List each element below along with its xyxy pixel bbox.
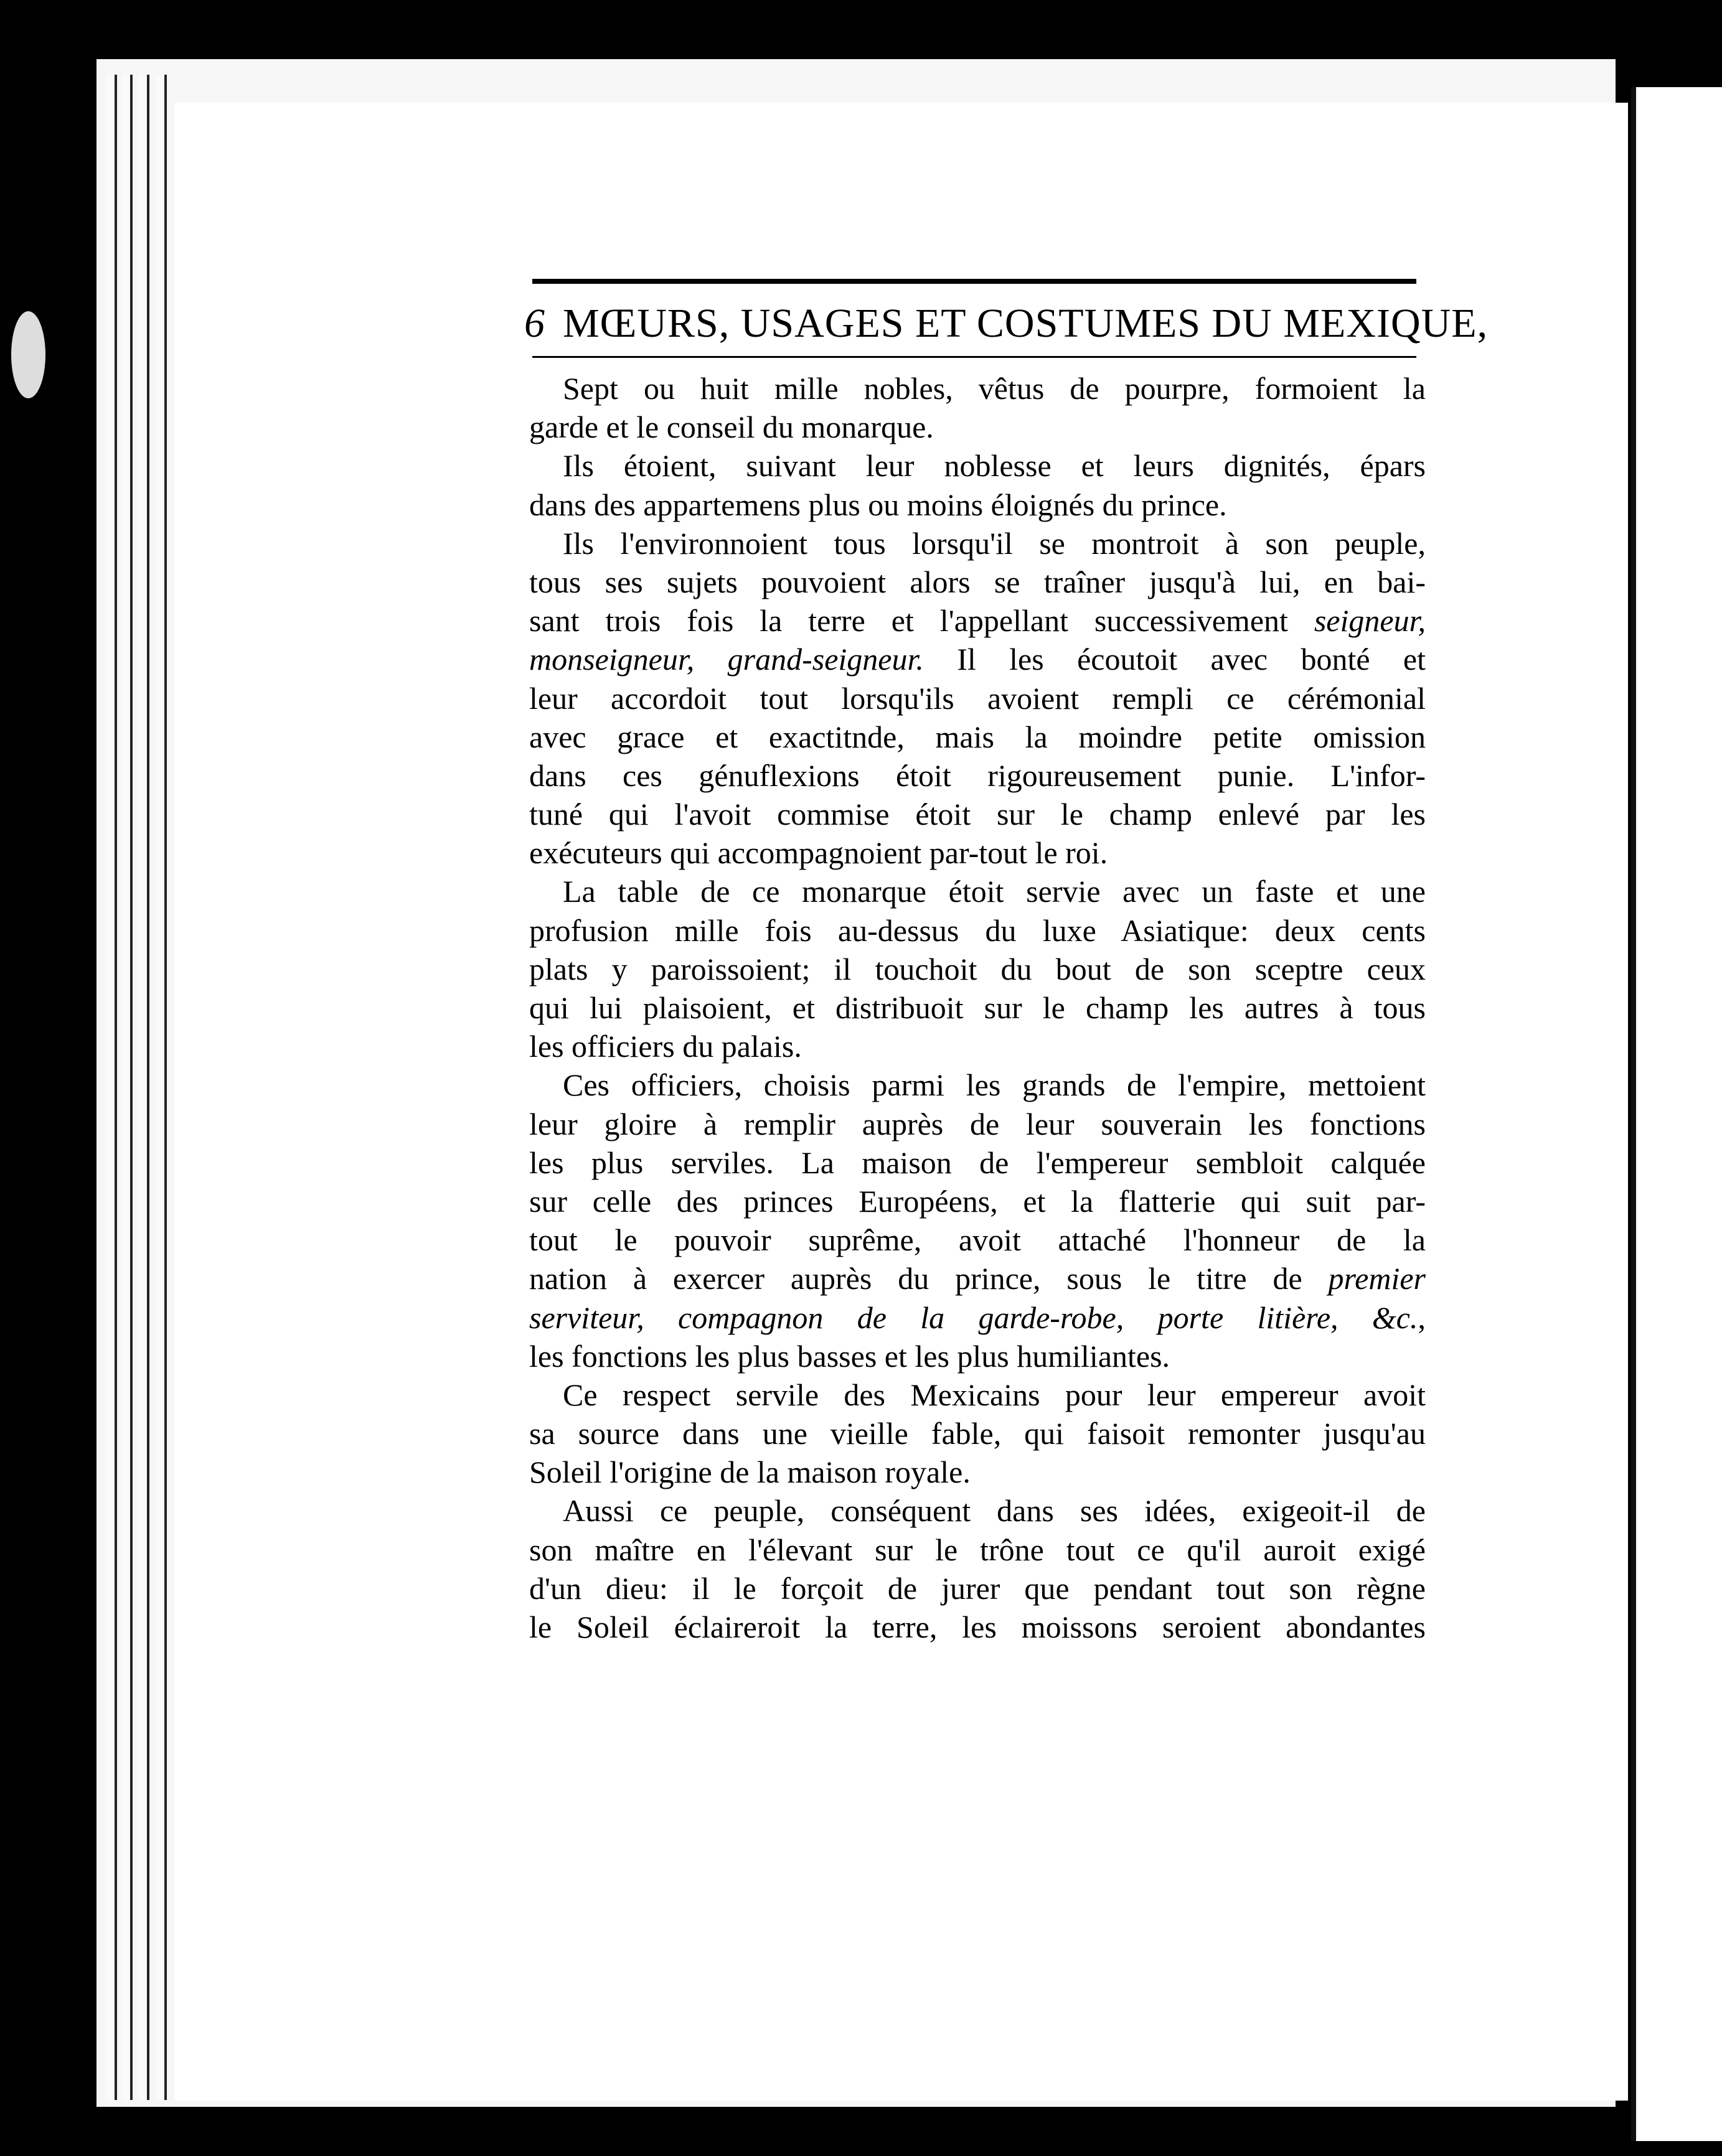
text-segment: garde et le conseil du monarque.	[529, 410, 934, 445]
text-segment: ,	[1418, 1300, 1426, 1335]
text-segment: sa source dans une vieille fable, qui faisoit remonter jusqu'au	[529, 1416, 1426, 1451]
text-segment: Aussi ce peuple, conséquent dans ses idées, exigeoit-il de	[563, 1493, 1426, 1529]
text-line	[529, 640, 1426, 678]
italic-text: premier	[1328, 1261, 1426, 1296]
text-line	[529, 1414, 1426, 1453]
text-segment: tous ses sujets pouvoient alors se traîner jusqu'à lui, en bai-	[529, 564, 1426, 599]
text-segment: d'un dieu: il le forçoit de jurer que pendant tout son règne	[529, 1570, 1426, 1606]
text-line	[529, 1143, 1426, 1182]
text-segment: les fonctions les plus basses et les plus humiliantes.	[529, 1338, 1170, 1374]
text-line	[529, 1337, 1426, 1376]
running-header	[524, 293, 1489, 355]
text-line	[529, 718, 1426, 756]
text-segment: La table de ce monarque étoit servie avec un faste et une	[563, 874, 1426, 909]
text-line	[529, 1182, 1426, 1221]
text-line	[529, 1105, 1426, 1143]
text-line	[529, 601, 1426, 640]
text-line	[529, 1066, 1426, 1104]
text-line	[529, 1221, 1426, 1259]
page-number: 6	[524, 301, 545, 346]
text-line	[529, 1298, 1426, 1337]
text-segment: leur accordoit tout lorsqu'ils avoient rempli ce cérémonial	[529, 680, 1426, 716]
text-segment: tuné qui l'avoit commise étoit sur le champ enlevé par les	[529, 797, 1426, 832]
text-segment: Ils l'environnoient tous lorsqu'il se montroit à son peuple,	[563, 525, 1426, 561]
text-line	[529, 446, 1426, 485]
page-stack-edge	[138, 75, 149, 2100]
page-stack-edge	[121, 75, 133, 2100]
italic-text: monseigneur, grand-seigneur.	[529, 642, 924, 677]
text-line	[529, 1027, 1426, 1066]
text-line	[529, 950, 1426, 988]
text-line	[529, 756, 1426, 795]
italic-text: serviteur, compagnon de la garde-robe, porte litière, &c.	[529, 1300, 1418, 1335]
text-segment: sur celle des princes Européens, et la flatterie qui suit par-	[529, 1183, 1426, 1219]
page-stack-edge	[106, 75, 117, 2100]
text-line	[529, 524, 1426, 563]
text-segment: qui lui plaisoient, et distribuoit sur le champ les autres à tous	[529, 990, 1426, 1025]
text-segment: sant trois fois la terre et l'appellant successivement	[529, 603, 1314, 639]
text-segment: les officiers du palais.	[529, 1029, 802, 1064]
text-line	[529, 369, 1426, 408]
header-rule-top	[532, 279, 1416, 284]
text-segment: plats y paroissoient; il touchoit du bout de son sceptre ceux	[529, 951, 1426, 987]
text-segment: Ces officiers, choisis parmi les grands de l'empire, mettoient	[563, 1067, 1426, 1103]
text-segment: dans ces génuflexions étoit rigoureusement punie. L'infor-	[529, 757, 1426, 793]
text-segment: tout le pouvoir suprême, avoit attaché l'honneur de la	[529, 1222, 1426, 1258]
body-text	[529, 369, 1426, 1646]
text-segment: son maître en l'élevant sur le trône tout ce qu'il auroit exigé	[529, 1532, 1426, 1567]
text-segment: avec grace et exactitnde, mais la moindre petite omission	[529, 719, 1426, 754]
text-line	[529, 833, 1426, 872]
text-segment: leur gloire à remplir auprès de leur souverain les fonctions	[529, 1106, 1426, 1141]
text-segment: Soleil l'origine de la maison royale.	[529, 1455, 971, 1490]
text-line	[529, 988, 1426, 1027]
italic-text: seigneur,	[1314, 603, 1426, 639]
text-segment: les plus serviles. La maison de l'empereur sembloit calquée	[529, 1145, 1426, 1180]
text-line	[529, 1491, 1426, 1530]
text-segment: dans des appartemens plus ou moins éloignés du prince.	[529, 487, 1227, 522]
text-segment: exécuteurs qui accompagnoient par-tout le roi.	[529, 835, 1108, 871]
text-line	[529, 1608, 1426, 1646]
text-line	[529, 1453, 1426, 1491]
text-line	[529, 485, 1426, 524]
scan-artifact	[11, 311, 45, 398]
text-segment: le Soleil éclaireroit la terre, les moissons seroient abondantes	[529, 1610, 1426, 1644]
text-segment: Ils étoient, suivant leur noblesse et leurs dignités, épars	[563, 448, 1426, 484]
text-line	[529, 1259, 1426, 1298]
running-header-title: MŒURS, USAGES ET COSTUMES DU MEXIQUE,	[563, 301, 1489, 346]
text-line	[529, 1376, 1426, 1414]
text-segment: Ce respect servile des Mexicains pour leur empereur avoit	[563, 1377, 1426, 1412]
text-segment: Il les écoutoit avec bonté et	[923, 642, 1426, 677]
text-line	[529, 408, 1426, 446]
text-line	[529, 911, 1426, 950]
text-line	[529, 563, 1426, 601]
facing-page-edge	[1631, 87, 1722, 2141]
header-rule-bottom	[532, 356, 1416, 358]
text-line	[529, 1530, 1426, 1569]
page-stack-edge	[156, 75, 167, 2100]
text-segment: profusion mille fois au-dessus du luxe Asiatique: deux cents	[529, 912, 1426, 948]
text-line	[529, 1569, 1426, 1608]
text-line	[529, 795, 1426, 833]
text-line	[529, 679, 1426, 718]
text-segment: Sept ou huit mille nobles, vêtus de pourpre, formoient la	[563, 371, 1426, 406]
text-line	[529, 872, 1426, 911]
text-segment: nation à exercer auprès du prince, sous le titre de	[529, 1261, 1329, 1296]
